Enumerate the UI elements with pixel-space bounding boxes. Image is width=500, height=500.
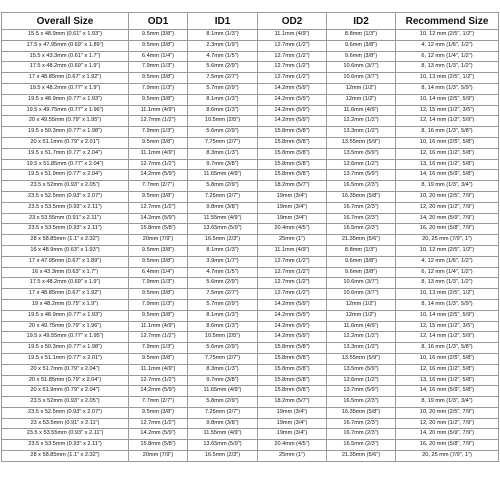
id2-cell: 12.2mm (1/2") — [327, 332, 396, 343]
id2-cell: 13.7mm (5/9") — [327, 170, 396, 181]
overall-size-cell: 19.5 x 49.55mm (0.77" x 1.95") — [2, 332, 129, 343]
id1-cell: 10.5mm (2/5") — [188, 116, 258, 127]
header-od2: OD2 — [258, 13, 327, 30]
id2-cell: 16.5mm (2/3") — [327, 224, 396, 235]
id2-cell: 16.5mm (2/3") — [327, 440, 396, 451]
overall-size-cell: 19.5 x 48.9mm (0.77" x 1.93") — [2, 310, 129, 321]
id1-cell: 9.8mm (3/8") — [188, 202, 258, 213]
id2-cell: 9.6mm (3/8") — [327, 256, 396, 267]
id2-cell: 8.8mm (1/3") — [327, 30, 396, 41]
overall-size-cell: 23.5 x 53.5mm (0.93" x 2.11") — [2, 440, 129, 451]
od2-cell: 14.2mm (5/9") — [258, 321, 327, 332]
od1-cell: 12.7mm (1/2") — [129, 418, 188, 429]
od2-cell: 14.2mm (5/9") — [258, 94, 327, 105]
id2-cell: 12mm (1/2") — [327, 94, 396, 105]
od1-cell: 12.7mm (1/2") — [129, 332, 188, 343]
overall-size-cell: 23 x 53.5mm (0.91" x 2.11") — [2, 418, 129, 429]
id2-cell: 11.6mm (4/9") — [327, 321, 396, 332]
overall-size-cell: 19.5 x 50.3mm (0.77" x 1.98") — [2, 127, 129, 138]
id1-cell: 5.8mm (2/9") — [188, 397, 258, 408]
od2-cell: 15.8mm (5/8") — [258, 127, 327, 138]
table-row — [2, 278, 499, 289]
id1-cell: 5.6mm (2/9") — [188, 127, 258, 138]
od1-cell: 9.5mm (3/8") — [129, 289, 188, 300]
recommend-size-cell: 16, 20 mm (5/8", 7/9") — [396, 440, 499, 451]
recommend-size-cell: 14, 16 mm (5/9", 5/8") — [396, 170, 499, 181]
table-row — [2, 191, 499, 202]
id2-cell: 16.7mm (2/3") — [327, 202, 396, 213]
overall-size-cell: 20 x 51.85mm (0.79" x 2.04") — [2, 375, 129, 386]
table-row — [2, 440, 499, 451]
table-row — [2, 137, 499, 148]
id1-cell: 8.1mm (1/3") — [188, 94, 258, 105]
recommend-size-cell: 10, 12 mm (2/5", 1/2") — [396, 30, 499, 41]
od2-cell: 15.8mm (5/8") — [258, 137, 327, 148]
recommend-size-cell: 13, 16 mm (1/2", 5/8") — [396, 375, 499, 386]
recommend-size-cell: 13, 16 mm (1/2", 5/8") — [396, 159, 499, 170]
id1-cell: 7.75mm (2/7") — [188, 353, 258, 364]
od1-cell: 20mm (7/9") — [129, 235, 188, 246]
recommend-size-cell: 6, 12 mm (1/4", 1/2") — [396, 51, 499, 62]
od2-cell: 12.7mm (1/2") — [258, 73, 327, 84]
table-row — [2, 73, 499, 84]
recommend-size-cell: 14, 16 mm (5/9", 5/8") — [396, 386, 499, 397]
od2-cell: 18.2mm (5/7") — [258, 397, 327, 408]
id2-cell: 12.6mm (1/2") — [327, 159, 396, 170]
od1-cell: 9.5mm (3/8") — [129, 407, 188, 418]
od1-cell: 14.2mm (5/9") — [129, 170, 188, 181]
id1-cell: 4.7mm (1/5") — [188, 51, 258, 62]
table-row — [2, 62, 499, 73]
od1-cell: 11.1mm (4/9") — [129, 105, 188, 116]
od1-cell: 14.2mm (5/9") — [129, 213, 188, 224]
recommend-size-cell: 12, 16 mm (1/2", 5/8") — [396, 364, 499, 375]
id1-cell: 7.25mm (2/7") — [188, 407, 258, 418]
overall-size-cell: 16 x 43.3mm (0.63" x 1.7") — [2, 267, 129, 278]
od1-cell: 7.9mm (1/3") — [129, 299, 188, 310]
od1-cell: 9.5mm (3/8") — [129, 353, 188, 364]
od2-cell: 14.2mm (5/9") — [258, 116, 327, 127]
id1-cell: 8.6mm (1/3") — [188, 321, 258, 332]
od1-cell: 12.7mm (1/2") — [129, 116, 188, 127]
id1-cell: 5.7mm (2/9") — [188, 299, 258, 310]
recommend-size-cell: 12, 15 mm (1/2", 3/5") — [396, 321, 499, 332]
id1-cell: 8.3mm (1/3") — [188, 364, 258, 375]
table-row — [2, 397, 499, 408]
id1-cell: 3.9mm (1/7") — [188, 256, 258, 267]
overall-size-cell: 17 x 47.95mm (0.67" x 1.89") — [2, 256, 129, 267]
id1-cell: 11.65mm (4/9") — [188, 386, 258, 397]
od1-cell: 11.1mm (4/9") — [129, 321, 188, 332]
od2-cell: 14.2mm (5/9") — [258, 299, 327, 310]
recommend-size-cell: 12, 14 mm (1/2", 5/9") — [396, 332, 499, 343]
od1-cell: 11.1mm (4/9") — [129, 148, 188, 159]
recommend-size-cell: 8, 14 mm (1/3", 5/9") — [396, 299, 499, 310]
overall-size-cell: 19.5 x 51.1mm (0.77" x 2.01") — [2, 353, 129, 364]
table-row — [2, 343, 499, 354]
od2-cell: 12.7mm (1/2") — [258, 256, 327, 267]
id1-cell: 11.65mm (4/9") — [188, 170, 258, 181]
overall-size-cell: 17.5 x 48.2mm (0.69" x 1.9") — [2, 62, 129, 73]
id2-cell: 16.7mm (2/3") — [327, 429, 396, 440]
od2-cell: 11.1mm (4/9") — [258, 245, 327, 256]
table-row — [2, 310, 499, 321]
id1-cell: 8.6mm (1/3") — [188, 105, 258, 116]
id1-cell: 9.8mm (3/8") — [188, 418, 258, 429]
recommend-size-cell: 10, 14 mm (2/5", 5/9") — [396, 310, 499, 321]
table-row — [2, 170, 499, 181]
table-row — [2, 181, 499, 192]
id2-cell: 21.35mm (5/6") — [327, 451, 396, 462]
recommend-size-cell: 10, 16 mm (2/5", 5/8") — [396, 353, 499, 364]
id1-cell: 5.8mm (2/9") — [188, 181, 258, 192]
id1-cell: 9.7mm (3/8") — [188, 159, 258, 170]
overall-size-cell: 17 x 48.85mm (0.67" x 1.92") — [2, 289, 129, 300]
table-row — [2, 407, 499, 418]
overall-size-cell: 23.5 x 53.5mm (0.93" x 2.11") — [2, 202, 129, 213]
recommend-size-cell: 10, 12 mm (2/5", 1/2") — [396, 245, 499, 256]
table-row — [2, 235, 499, 246]
recommend-size-cell: 8, 13 mm (1/3", 1/2") — [396, 278, 499, 289]
overall-size-cell: 28 x 58.85mm (1.1" x 2.32") — [2, 235, 129, 246]
od1-cell: 7.9mm (1/3") — [129, 127, 188, 138]
id2-cell: 13.55mm (5/9") — [327, 353, 396, 364]
overall-size-cell: 19.5 x 50.3mm (0.77" x 1.98") — [2, 343, 129, 354]
table-row — [2, 245, 499, 256]
recommend-size-cell: 4, 12 mm (1/6", 1/2") — [396, 40, 499, 51]
id2-cell: 13.5mm (5/9") — [327, 148, 396, 159]
id1-cell: 5.6mm (2/9") — [188, 278, 258, 289]
od2-cell: 19mm (3/4") — [258, 418, 327, 429]
od1-cell: 9.5mm (3/8") — [129, 73, 188, 84]
od2-cell: 15.8mm (5/8") — [258, 364, 327, 375]
od2-cell: 12.7mm (1/2") — [258, 278, 327, 289]
id2-cell: 16.5mm (2/3") — [327, 181, 396, 192]
header-id2: ID2 — [327, 13, 396, 30]
id2-cell: 9.6mm (3/8") — [327, 40, 396, 51]
id1-cell: 13.65mm (5/9") — [188, 440, 258, 451]
table-row — [2, 224, 499, 235]
recommend-size-cell: 12, 20 mm (1/2", 7/9") — [396, 418, 499, 429]
od1-cell: 14.2mm (5/9") — [129, 429, 188, 440]
id2-cell: 9.6mm (3/8") — [327, 267, 396, 278]
overall-size-cell: 20 x 51.9mm (0.79" x 2.04") — [2, 386, 129, 397]
table-row — [2, 386, 499, 397]
id1-cell: 7.75mm (2/7") — [188, 137, 258, 148]
overall-size-cell: 17 x 48.85mm (0.67" x 1.92") — [2, 73, 129, 84]
od2-cell: 14.2mm (5/9") — [258, 310, 327, 321]
overall-size-cell: 19.5 x 48.9mm (0.77" x 1.93") — [2, 94, 129, 105]
table-row — [2, 94, 499, 105]
id2-cell: 16.35mm (5/8") — [327, 407, 396, 418]
table-row — [2, 83, 499, 94]
overall-size-cell: 19.5 x 51.7mm (0.77" x 2.04") — [2, 148, 129, 159]
od1-cell: 6.4mm (1/4") — [129, 267, 188, 278]
recommend-size-cell: 8, 19 mm (1/3", 3/4") — [396, 397, 499, 408]
id2-cell: 11.6mm (4/9") — [327, 105, 396, 116]
id2-cell: 13.3mm (1/2") — [327, 127, 396, 138]
table-row — [2, 353, 499, 364]
table-row — [2, 364, 499, 375]
id2-cell: 13.3mm (1/2") — [327, 343, 396, 354]
od1-cell: 6.4mm (1/4") — [129, 51, 188, 62]
id2-cell: 10.6mm (3/7") — [327, 62, 396, 73]
overall-size-cell: 19.5 x 48.2mm (0.77" x 1.9") — [2, 83, 129, 94]
od2-cell: 15.8mm (5/8") — [258, 148, 327, 159]
od1-cell: 11.1mm (4/9") — [129, 364, 188, 375]
id2-cell: 12.2mm (1/2") — [327, 116, 396, 127]
recommend-size-cell: 12, 20 mm (1/2", 7/9") — [396, 202, 499, 213]
od2-cell: 20.4mm (4/5") — [258, 440, 327, 451]
od2-cell: 11.1mm (4/9") — [258, 30, 327, 41]
od1-cell: 7.7mm (2/7") — [129, 397, 188, 408]
od1-cell: 9.5mm (3/8") — [129, 137, 188, 148]
id2-cell: 16.35mm (5/8") — [327, 191, 396, 202]
table-row — [2, 429, 499, 440]
recommend-size-cell: 10, 16 mm (2/5", 5/8") — [396, 137, 499, 148]
id1-cell: 16.5mm (2/3") — [188, 451, 258, 462]
overall-size-cell: 15.5 x 43.3mm (0.61" x 1.7") — [2, 51, 129, 62]
od2-cell: 12.7mm (1/2") — [258, 62, 327, 73]
od2-cell: 15.8mm (5/8") — [258, 386, 327, 397]
od2-cell: 15.8mm (5/8") — [258, 159, 327, 170]
id1-cell: 2.3mm (1/9") — [188, 40, 258, 51]
id1-cell: 10.5mm (2/5") — [188, 332, 258, 343]
id1-cell: 8.1mm (1/3") — [188, 30, 258, 41]
od2-cell: 15.8mm (5/8") — [258, 170, 327, 181]
od2-cell: 25mm (1") — [258, 235, 327, 246]
id1-cell: 7.25mm (2/7") — [188, 191, 258, 202]
od1-cell: 7.7mm (2/7") — [129, 181, 188, 192]
recommend-size-cell: 14, 20 mm (5/9", 7/9") — [396, 429, 499, 440]
overall-size-cell: 23.5 x 53.5mm (0.93" x 2.11") — [2, 224, 129, 235]
od1-cell: 15.8mm (5/8") — [129, 440, 188, 451]
table-row — [2, 30, 499, 41]
overall-size-cell: 17.5 x 47.95mm (0.69" x 1.89") — [2, 40, 129, 51]
id1-cell: 16.5mm (2/3") — [188, 235, 258, 246]
overall-size-cell: 23.5 x 52.5mm (0.93" x 2.07") — [2, 407, 129, 418]
recommend-size-cell: 10, 20 mm (2/5", 7/9") — [396, 407, 499, 418]
od1-cell: 12.7mm (1/2") — [129, 202, 188, 213]
od2-cell: 15.8mm (5/8") — [258, 375, 327, 386]
od2-cell: 14.2mm (5/9") — [258, 105, 327, 116]
od1-cell: 7.9mm (1/3") — [129, 278, 188, 289]
od1-cell: 9.5mm (3/8") — [129, 310, 188, 321]
od1-cell: 7.9mm (1/3") — [129, 83, 188, 94]
od1-cell: 9.5mm (3/8") — [129, 40, 188, 51]
overall-size-cell: 19 x 48.2mm (0.75" x 1.9") — [2, 299, 129, 310]
od1-cell: 7.9mm (1/3") — [129, 343, 188, 354]
id1-cell: 5.6mm (2/9") — [188, 343, 258, 354]
recommend-size-cell: 4, 12 mm (1/6", 1/2") — [396, 256, 499, 267]
table-row — [2, 202, 499, 213]
overall-size-cell: 17.5 x 48.2mm (0.69" x 1.9") — [2, 278, 129, 289]
od2-cell: 14.2mm (5/9") — [258, 332, 327, 343]
od2-cell: 19mm (3/4") — [258, 202, 327, 213]
od2-cell: 12.7mm (1/2") — [258, 51, 327, 62]
recommend-size-cell: 20, 25 mm (7/9", 1") — [396, 451, 499, 462]
overall-size-cell: 23 x 53.55mm (0.91" x 2.11") — [2, 213, 129, 224]
overall-size-cell: 15.5 x 48.9mm (0.61" x 1.93") — [2, 30, 129, 41]
id1-cell: 8.3mm (1/3") — [188, 148, 258, 159]
id2-cell: 10.6mm (3/7") — [327, 278, 396, 289]
table-row — [2, 127, 499, 138]
id1-cell: 8.1mm (1/3") — [188, 310, 258, 321]
od1-cell: 15.8mm (5/8") — [129, 224, 188, 235]
od2-cell: 14.2mm (5/9") — [258, 83, 327, 94]
id2-cell: 16.7mm (2/3") — [327, 213, 396, 224]
overall-size-cell: 23.5 x 52mm (0.93" x 2.05") — [2, 397, 129, 408]
recommend-size-cell: 12, 14 mm (1/2", 5/9") — [396, 116, 499, 127]
od1-cell: 12.7mm (1/2") — [129, 159, 188, 170]
id2-cell: 16.7mm (2/3") — [327, 418, 396, 429]
id1-cell: 11.55mm (4/9") — [188, 213, 258, 224]
header-row — [2, 13, 499, 30]
od2-cell: 18.2mm (5/7") — [258, 181, 327, 192]
recommend-size-cell: 6, 12 mm (1/4", 1/2") — [396, 267, 499, 278]
recommend-size-cell: 8, 19 mm (1/3", 3/4") — [396, 181, 499, 192]
id1-cell: 7.5mm (2/7") — [188, 289, 258, 300]
header-overall-size: Overall Size — [2, 13, 129, 30]
overall-size-cell: 19.5 x 51.85mm (0.77" x 2.04") — [2, 159, 129, 170]
od1-cell: 9.5mm (3/8") — [129, 245, 188, 256]
table-row — [2, 105, 499, 116]
table-row — [2, 51, 499, 62]
recommend-size-cell: 14, 20 mm (5/9", 7/9") — [396, 213, 499, 224]
id2-cell: 12mm (1/2") — [327, 83, 396, 94]
table-row — [2, 256, 499, 267]
id2-cell: 13.55mm (5/9") — [327, 137, 396, 148]
od2-cell: 19mm (3/4") — [258, 407, 327, 418]
overall-size-cell: 20 x 51.7mm (0.79" x 2.04") — [2, 364, 129, 375]
recommend-size-cell: 10, 13 mm (2/5", 1/2") — [396, 289, 499, 300]
id2-cell: 10.6mm (3/7") — [327, 73, 396, 84]
id1-cell: 4.7mm (1/5") — [188, 267, 258, 278]
id2-cell: 13.5mm (5/9") — [327, 364, 396, 375]
recommend-size-cell: 8, 16 mm (1/3", 5/8") — [396, 343, 499, 354]
id2-cell: 9.6mm (3/8") — [327, 51, 396, 62]
table-row — [2, 418, 499, 429]
table-row — [2, 213, 499, 224]
recommend-size-cell: 10, 20 mm (2/5", 7/9") — [396, 191, 499, 202]
od1-cell: 9.5mm (3/8") — [129, 256, 188, 267]
od2-cell: 12.7mm (1/2") — [258, 40, 327, 51]
overall-size-cell: 23.5 x 53.55mm (0.93" x 2.11") — [2, 429, 129, 440]
table-row — [2, 267, 499, 278]
id1-cell: 11.55mm (4/9") — [188, 429, 258, 440]
table-row — [2, 116, 499, 127]
od1-cell: 12.7mm (1/2") — [129, 375, 188, 386]
table-row — [2, 321, 499, 332]
id1-cell: 9.7mm (3/8") — [188, 375, 258, 386]
od1-cell: 14.2mm (5/9") — [129, 386, 188, 397]
id1-cell: 7.5mm (2/7") — [188, 73, 258, 84]
table-header — [2, 13, 499, 30]
overall-size-cell: 20 x 51.1mm (0.79" x 2.01") — [2, 137, 129, 148]
id2-cell: 12mm (1/2") — [327, 310, 396, 321]
overall-size-cell: 23.5 x 52.5mm (0.93" x 2.07") — [2, 191, 129, 202]
table-row — [2, 375, 499, 386]
id2-cell: 16.5mm (2/3") — [327, 397, 396, 408]
id1-cell: 5.7mm (2/9") — [188, 83, 258, 94]
od1-cell: 9.5mm (3/8") — [129, 191, 188, 202]
id1-cell: 8.1mm (1/3") — [188, 245, 258, 256]
table-body — [2, 30, 499, 462]
recommend-size-cell: 16, 20 mm (5/8", 7/9") — [396, 224, 499, 235]
od2-cell: 15.8mm (5/8") — [258, 353, 327, 364]
recommend-size-cell: 8, 13 mm (1/3", 1/2") — [396, 62, 499, 73]
overall-size-cell: 20 x 49.75mm (0.79" x 1.96") — [2, 321, 129, 332]
table-row — [2, 299, 499, 310]
id1-cell: 5.6mm (2/9") — [188, 62, 258, 73]
od1-cell: 20mm (7/9") — [129, 451, 188, 462]
table-row — [2, 289, 499, 300]
od2-cell: 19mm (3/4") — [258, 213, 327, 224]
recommend-size-cell: 10, 14 mm (2/5", 5/9") — [396, 94, 499, 105]
od1-cell: 7.9mm (1/3") — [129, 62, 188, 73]
recommend-size-cell: 8, 16 mm (1/3", 5/8") — [396, 127, 499, 138]
id2-cell: 13.7mm (5/9") — [327, 386, 396, 397]
header-od1: OD1 — [129, 13, 188, 30]
od2-cell: 25mm (1") — [258, 451, 327, 462]
recommend-size-cell: 20, 25 mm (7/9", 1") — [396, 235, 499, 246]
table-row — [2, 148, 499, 159]
table-row — [2, 332, 499, 343]
recommend-size-cell: 8, 14 mm (1/3", 5/9") — [396, 83, 499, 94]
id2-cell: 8.8mm (1/3") — [327, 245, 396, 256]
header-recommend-size: Recommend Size — [396, 13, 499, 30]
size-table — [1, 12, 499, 462]
recommend-size-cell: 12, 16 mm (1/2", 5/8") — [396, 148, 499, 159]
id1-cell: 13.65mm (5/9") — [188, 224, 258, 235]
od1-cell: 9.5mm (3/8") — [129, 30, 188, 41]
od2-cell: 19mm (3/4") — [258, 191, 327, 202]
table-row — [2, 40, 499, 51]
recommend-size-cell: 10, 13 mm (2/5", 1/2") — [396, 73, 499, 84]
od2-cell: 20.4mm (4/5") — [258, 224, 327, 235]
table-row — [2, 159, 499, 170]
overall-size-cell: 23.5 x 52mm (0.93" x 2.05") — [2, 181, 129, 192]
od2-cell: 15.8mm (5/8") — [258, 343, 327, 354]
od2-cell: 12.7mm (1/2") — [258, 289, 327, 300]
id2-cell: 10.6mm (3/7") — [327, 289, 396, 300]
overall-size-cell: 28 x 58.85mm (1.1" x 2.32") — [2, 451, 129, 462]
table-row — [2, 451, 499, 462]
overall-size-cell: 19.5 x 51.9mm (0.77" x 2.04") — [2, 170, 129, 181]
od2-cell: 12.7mm (1/2") — [258, 267, 327, 278]
overall-size-cell: 16 x 48.9mm (0.63" x 1.93") — [2, 245, 129, 256]
overall-size-cell: 19.5 x 49.75mm (0.77" x 1.96") — [2, 105, 129, 116]
recommend-size-cell: 12, 15 mm (1/2", 3/5") — [396, 105, 499, 116]
id2-cell: 12.6mm (1/2") — [327, 375, 396, 386]
id2-cell: 12mm (1/2") — [327, 299, 396, 310]
od1-cell: 9.5mm (3/8") — [129, 94, 188, 105]
header-id1: ID1 — [188, 13, 258, 30]
overall-size-cell: 20 x 49.55mm (0.79" x 1.95") — [2, 116, 129, 127]
od2-cell: 19mm (3/4") — [258, 429, 327, 440]
id2-cell: 21.35mm (5/6") — [327, 235, 396, 246]
